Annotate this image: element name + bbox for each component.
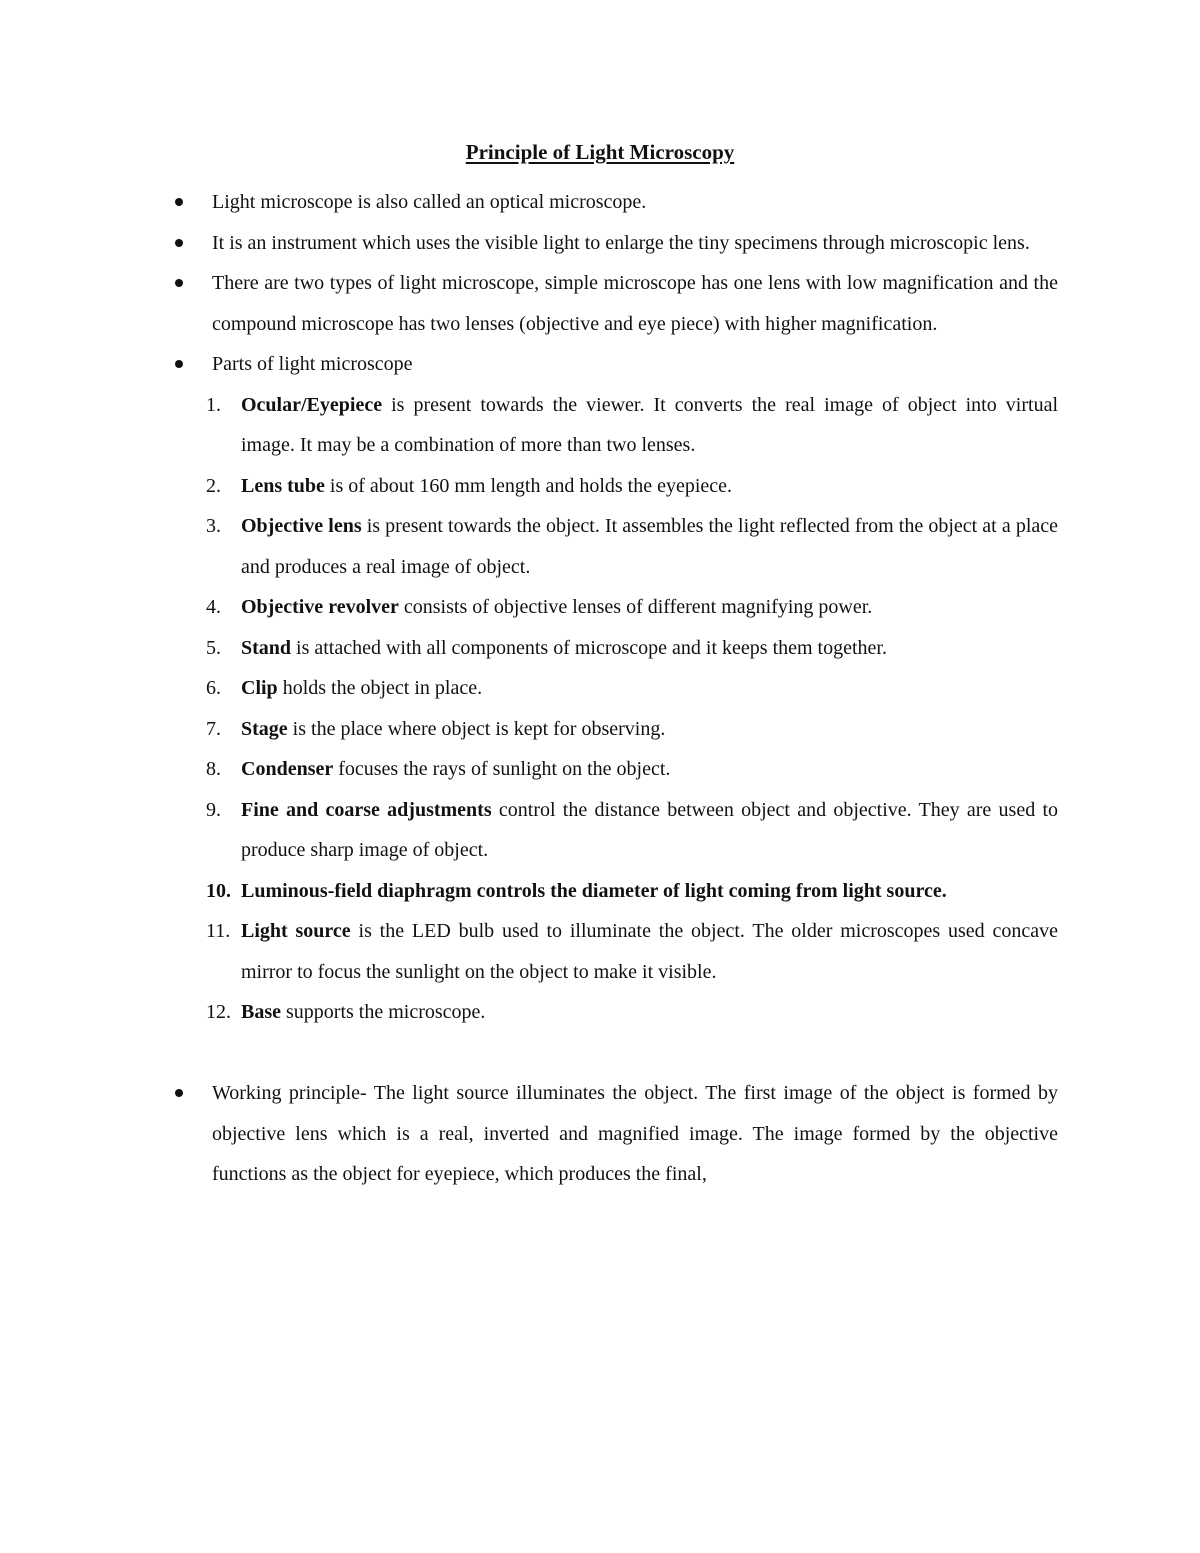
part-term: Lens tube bbox=[241, 474, 325, 497]
part-item bbox=[170, 506, 1058, 587]
bullet-item bbox=[170, 182, 1058, 223]
part-item bbox=[170, 749, 1058, 790]
part-number: 6. bbox=[206, 677, 221, 699]
part-description: is attached with all components of microscope and it keeps them together. bbox=[291, 636, 887, 659]
part-description: holds the object in place. bbox=[277, 677, 483, 699]
part-item bbox=[170, 790, 1058, 871]
part-item bbox=[170, 709, 1058, 750]
bullet-list bbox=[170, 182, 1058, 1195]
part-number: 12. bbox=[206, 1001, 231, 1023]
part-description: consists of objective lenses of different magnifying power. bbox=[398, 596, 873, 618]
bullet-text: Light microscope is also called an optical microscope. bbox=[212, 191, 647, 213]
part-term: Clip bbox=[241, 677, 278, 699]
part-term: Luminous-field diaphragm controls the diameter of light coming from light source. bbox=[241, 879, 947, 902]
part-item bbox=[170, 385, 1058, 466]
part-term: Base bbox=[241, 1001, 281, 1023]
bullet-text: There are two types of light microscope, simple microscope has one lens with low magnification and the compound microscope has two lenses (objective and eye piece) with higher magnification. bbox=[212, 272, 1058, 335]
part-item bbox=[170, 668, 1058, 709]
part-term: Stand bbox=[241, 636, 292, 659]
part-description: is present towards the viewer. It converts the real image of object into virtual image. It may be a combination of more than two lenses. bbox=[241, 393, 1058, 456]
parts-list bbox=[206, 385, 1059, 1033]
page-title: Principle of Light Microscopy bbox=[465, 140, 735, 164]
bullet-text: It is an instrument which uses the visible light to enlarge the tiny specimens through microscopic lens. bbox=[212, 231, 1030, 254]
part-number: 2. bbox=[206, 474, 221, 497]
part-description: supports the microscope. bbox=[281, 1001, 486, 1023]
part-description: is the place where object is kept for observing. bbox=[287, 717, 666, 740]
part-item bbox=[170, 911, 1058, 992]
part-number: 5. bbox=[206, 636, 221, 659]
part-item bbox=[170, 587, 1058, 628]
part-item bbox=[170, 466, 1058, 507]
part-number: 10. bbox=[206, 879, 231, 902]
part-description: is the LED bulb used to illuminate the object. The older microscopes used concave mirror to focus the sunlight on the object to make it visible. bbox=[241, 920, 1058, 983]
part-term: Ocular/Eyepiece bbox=[241, 393, 383, 416]
part-item bbox=[170, 871, 1058, 912]
part-number: 1. bbox=[206, 393, 221, 416]
part-term: Objective lens bbox=[241, 515, 362, 537]
part-term: Light source bbox=[241, 920, 351, 942]
part-number: 7. bbox=[206, 717, 221, 740]
bullet-icon bbox=[175, 239, 183, 247]
part-term: Objective revolver bbox=[241, 596, 399, 618]
part-number: 8. bbox=[206, 758, 221, 780]
bullet-item bbox=[170, 263, 1058, 344]
part-description: control the distance between object and objective. They are used to produce sharp image of object. bbox=[241, 798, 1059, 861]
part-description: focuses the rays of sunlight on the object. bbox=[333, 758, 671, 780]
part-number: 11. bbox=[206, 920, 231, 942]
bullet-icon bbox=[175, 279, 183, 287]
bullet-item bbox=[170, 1073, 1058, 1195]
part-item bbox=[170, 992, 1058, 1033]
part-item bbox=[170, 628, 1058, 669]
part-description: is present towards the object. It assembles the light reflected from the object at a place and produces a real image of object. bbox=[241, 515, 1059, 578]
part-description: is of about 160 mm length and holds the eyepiece. bbox=[324, 474, 733, 497]
part-number: 3. bbox=[206, 515, 221, 537]
bullet-item bbox=[170, 223, 1058, 264]
bullet-item bbox=[170, 344, 1058, 1033]
bullet-icon bbox=[175, 1089, 183, 1097]
working-principle-text: Working principle- The light source illuminates the object. The first image of the object is formed by objective lens which is a real, inverted and magnified image. The image formed by the objective functions as the object for eyepiece, which produces the final, bbox=[212, 1082, 1058, 1185]
part-number: 9. bbox=[206, 798, 221, 821]
part-term: Fine and coarse adjustments bbox=[241, 798, 492, 821]
bullet-icon bbox=[175, 360, 183, 368]
part-term: Stage bbox=[241, 717, 288, 740]
part-term: Condenser bbox=[241, 758, 334, 780]
bullet-icon bbox=[175, 198, 183, 206]
part-number: 4. bbox=[206, 596, 221, 618]
bullet-text: Parts of light microscope bbox=[212, 353, 413, 375]
